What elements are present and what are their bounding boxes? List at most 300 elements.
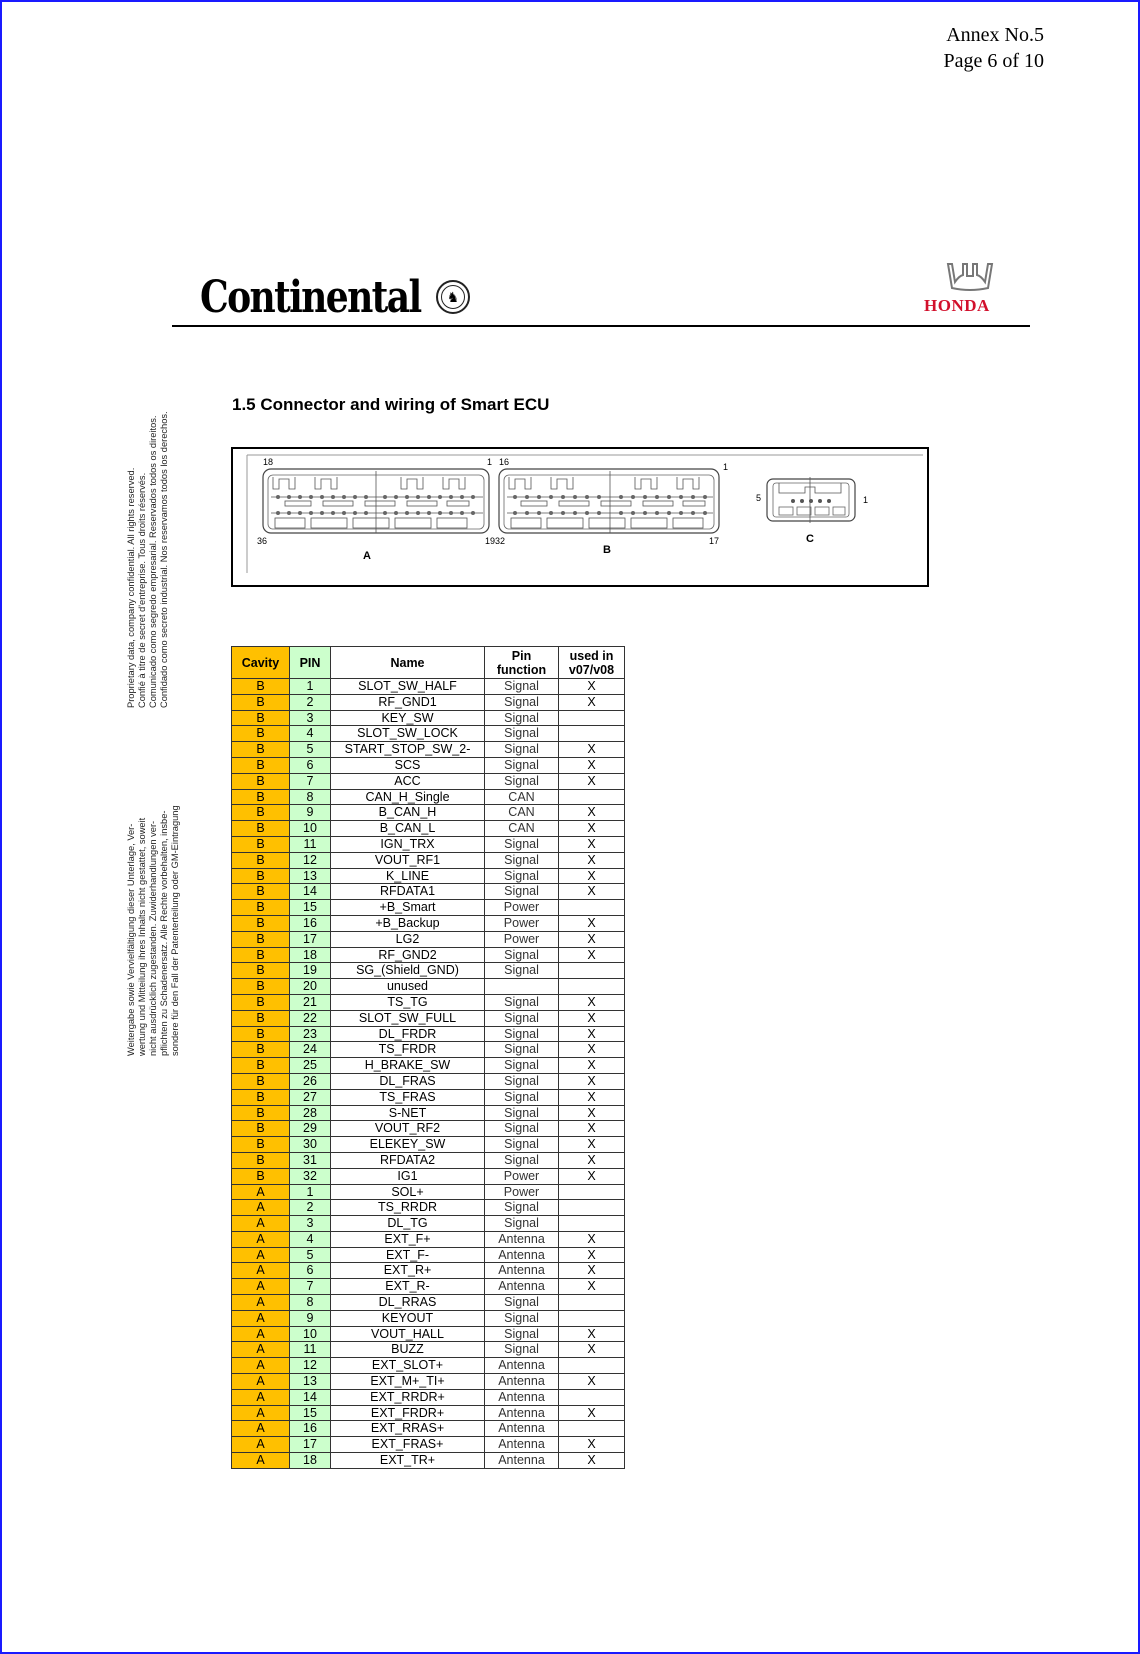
svg-text:B: B — [603, 544, 611, 556]
name-cell: TS_FRAS — [331, 1089, 485, 1105]
table-row — [232, 694, 625, 710]
pin-cell: 10 — [290, 1326, 331, 1342]
connector-a — [257, 457, 495, 562]
pin-cell: 28 — [290, 1105, 331, 1121]
function-cell: Signal — [485, 710, 559, 726]
used-cell: X — [559, 1168, 625, 1184]
function-cell: Signal — [485, 1089, 559, 1105]
table-row — [232, 1073, 625, 1089]
used-cell: X — [559, 821, 625, 837]
function-cell: CAN — [485, 821, 559, 837]
horse-seal-icon: ♞ — [436, 280, 470, 314]
used-cell: X — [559, 773, 625, 789]
pin-cell: 11 — [290, 1342, 331, 1358]
table-row — [232, 1247, 625, 1263]
used-cell: X — [559, 931, 625, 947]
table-row — [232, 836, 625, 852]
cavity-cell: B — [232, 789, 290, 805]
function-cell: Antenna — [485, 1421, 559, 1437]
used-cell — [559, 1389, 625, 1405]
function-cell: Signal — [485, 1121, 559, 1137]
function-cell: Signal — [485, 1010, 559, 1026]
cavity-cell: A — [232, 1437, 290, 1453]
used-cell — [559, 1358, 625, 1374]
cavity-cell: A — [232, 1263, 290, 1279]
function-cell: Antenna — [485, 1358, 559, 1374]
table-row — [232, 1168, 625, 1184]
table-row — [232, 947, 625, 963]
pin-cell: 1 — [290, 679, 331, 695]
honda-h-icon — [944, 262, 996, 294]
page-header — [943, 22, 1044, 74]
cavity-cell: A — [232, 1405, 290, 1421]
pin-cell: 14 — [290, 1389, 331, 1405]
table-row — [232, 915, 625, 931]
table-row — [232, 1121, 625, 1137]
svg-text:19: 19 — [485, 536, 496, 546]
header-pin: PIN — [290, 647, 331, 679]
name-cell: EXT_R- — [331, 1279, 485, 1295]
name-cell: EXT_F- — [331, 1247, 485, 1263]
function-cell: Antenna — [485, 1389, 559, 1405]
name-cell: EXT_FRAS+ — [331, 1437, 485, 1453]
cavity-cell: B — [232, 1168, 290, 1184]
pin-cell: 3 — [290, 710, 331, 726]
pin-cell: 18 — [290, 947, 331, 963]
pin-cell: 6 — [290, 757, 331, 773]
pin-cell: 11 — [290, 836, 331, 852]
pin-cell: 1 — [290, 1184, 331, 1200]
pin-cell: 7 — [290, 1279, 331, 1295]
table-row — [232, 979, 625, 995]
cavity-cell: B — [232, 1089, 290, 1105]
pin-cell: 19 — [290, 963, 331, 979]
cavity-cell: A — [232, 1216, 290, 1232]
table-row — [232, 1231, 625, 1247]
cavity-cell: B — [232, 1010, 290, 1026]
name-cell: B_CAN_L — [331, 821, 485, 837]
table-row — [232, 1374, 625, 1390]
name-cell: DL_RRAS — [331, 1295, 485, 1311]
name-cell: RFDATA1 — [331, 884, 485, 900]
name-cell: TS_RRDR — [331, 1200, 485, 1216]
table-row — [232, 1405, 625, 1421]
svg-text:1: 1 — [863, 495, 869, 505]
function-cell: Signal — [485, 694, 559, 710]
function-cell: Signal — [485, 773, 559, 789]
pin-cell: 17 — [290, 931, 331, 947]
name-cell: EXT_R+ — [331, 1263, 485, 1279]
pin-cell: 16 — [290, 915, 331, 931]
table-row — [232, 900, 625, 916]
pin-cell: 26 — [290, 1073, 331, 1089]
cavity-cell: B — [232, 1152, 290, 1168]
pin-cell: 14 — [290, 884, 331, 900]
cavity-cell: B — [232, 947, 290, 963]
name-cell: SCS — [331, 757, 485, 773]
used-cell: X — [559, 1121, 625, 1137]
name-cell: RF_GND1 — [331, 694, 485, 710]
function-cell: Signal — [485, 836, 559, 852]
used-cell: X — [559, 679, 625, 695]
function-cell: Signal — [485, 1058, 559, 1074]
name-cell: TS_TG — [331, 994, 485, 1010]
name-cell: EXT_RRDR+ — [331, 1389, 485, 1405]
table-row — [232, 1342, 625, 1358]
pin-cell: 27 — [290, 1089, 331, 1105]
function-cell: CAN — [485, 789, 559, 805]
used-cell: X — [559, 884, 625, 900]
table-row — [232, 1137, 625, 1153]
used-cell: X — [559, 694, 625, 710]
pin-cell: 15 — [290, 900, 331, 916]
table-row — [232, 1326, 625, 1342]
cavity-cell: B — [232, 757, 290, 773]
used-cell — [559, 963, 625, 979]
svg-text:A: A — [363, 550, 371, 562]
cavity-cell: B — [232, 900, 290, 916]
pin-cell: 4 — [290, 726, 331, 742]
cavity-cell: B — [232, 694, 290, 710]
used-cell: X — [559, 1405, 625, 1421]
cavity-cell: A — [232, 1200, 290, 1216]
used-cell — [559, 710, 625, 726]
used-cell — [559, 1184, 625, 1200]
name-cell: EXT_F+ — [331, 1231, 485, 1247]
table-row — [232, 1358, 625, 1374]
table-row — [232, 742, 625, 758]
name-cell: RFDATA2 — [331, 1152, 485, 1168]
function-cell: Signal — [485, 1342, 559, 1358]
table-row — [232, 1216, 625, 1232]
pin-cell: 12 — [290, 852, 331, 868]
used-cell: X — [559, 947, 625, 963]
function-cell — [485, 979, 559, 995]
pin-cell: 13 — [290, 868, 331, 884]
name-cell: CAN_H_Single — [331, 789, 485, 805]
name-cell: SLOT_SW_LOCK — [331, 726, 485, 742]
cavity-cell: B — [232, 1137, 290, 1153]
used-cell: X — [559, 852, 625, 868]
function-cell: Signal — [485, 1105, 559, 1121]
name-cell: SOL+ — [331, 1184, 485, 1200]
used-cell: X — [559, 742, 625, 758]
name-cell: B_CAN_H — [331, 805, 485, 821]
cavity-cell: A — [232, 1310, 290, 1326]
used-cell: X — [559, 1137, 625, 1153]
name-cell: TS_FRDR — [331, 1042, 485, 1058]
cavity-cell: B — [232, 852, 290, 868]
pin-cell: 31 — [290, 1152, 331, 1168]
function-cell: Signal — [485, 1042, 559, 1058]
table-row — [232, 868, 625, 884]
pin-cell: 10 — [290, 821, 331, 837]
cavity-cell: B — [232, 915, 290, 931]
cavity-cell: A — [232, 1279, 290, 1295]
name-cell: SLOT_SW_FULL — [331, 1010, 485, 1026]
name-cell: VOUT_RF1 — [331, 852, 485, 868]
legal-notice-en-fr-pt-es: Proprietary data, company confidential. All rights reserved. Confié à titre de secret d'entreprise. Tous droits réservés. Comunicado como segredo empresarial. Reservados todos os direitos. Confidado como secreto industrial. Nos reservamos todos los derechos. — [126, 411, 169, 708]
cavity-cell: B — [232, 1058, 290, 1074]
name-cell: VOUT_HALL — [331, 1326, 485, 1342]
name-cell: +B_Smart — [331, 900, 485, 916]
used-cell: X — [559, 915, 625, 931]
cavity-cell: A — [232, 1231, 290, 1247]
cavity-cell: A — [232, 1453, 290, 1469]
used-cell: X — [559, 1279, 625, 1295]
used-cell: X — [559, 1010, 625, 1026]
name-cell: EXT_TR+ — [331, 1453, 485, 1469]
svg-text:C: C — [806, 533, 814, 545]
name-cell: EXT_FRDR+ — [331, 1405, 485, 1421]
table-row — [232, 1026, 625, 1042]
cavity-cell: B — [232, 884, 290, 900]
used-cell: X — [559, 1326, 625, 1342]
used-cell: X — [559, 1152, 625, 1168]
pin-cell: 23 — [290, 1026, 331, 1042]
pin-cell: 5 — [290, 742, 331, 758]
name-cell: SLOT_SW_HALF — [331, 679, 485, 695]
pin-cell: 15 — [290, 1405, 331, 1421]
cavity-cell: B — [232, 979, 290, 995]
cavity-cell: B — [232, 963, 290, 979]
function-cell: Signal — [485, 1137, 559, 1153]
section-title: 1.5 Connector and wiring of Smart ECU — [232, 395, 550, 414]
table-row — [232, 1453, 625, 1469]
cavity-cell: B — [232, 868, 290, 884]
used-cell: X — [559, 805, 625, 821]
pin-cell: 21 — [290, 994, 331, 1010]
connector-b — [495, 457, 728, 556]
function-cell: Signal — [485, 1200, 559, 1216]
table-row — [232, 1105, 625, 1121]
cavity-cell: A — [232, 1184, 290, 1200]
svg-text:1: 1 — [487, 457, 493, 467]
function-cell: Power — [485, 1168, 559, 1184]
header-divider — [172, 325, 1030, 327]
used-cell — [559, 789, 625, 805]
function-cell: Signal — [485, 1310, 559, 1326]
connector-diagram — [231, 447, 929, 587]
cavity-cell: A — [232, 1421, 290, 1437]
name-cell: S-NET — [331, 1105, 485, 1121]
name-cell: EXT_SLOT+ — [331, 1358, 485, 1374]
table-row — [232, 931, 625, 947]
cavity-cell: B — [232, 679, 290, 695]
annex-label: Annex No.5 — [946, 24, 1044, 46]
pin-cell: 30 — [290, 1137, 331, 1153]
pin-cell: 3 — [290, 1216, 331, 1232]
cavity-cell: B — [232, 836, 290, 852]
function-cell: Signal — [485, 679, 559, 695]
function-cell: Antenna — [485, 1374, 559, 1390]
function-cell: Power — [485, 900, 559, 916]
pin-cell: 24 — [290, 1042, 331, 1058]
table-row — [232, 757, 625, 773]
cavity-cell: A — [232, 1326, 290, 1342]
name-cell: KEYOUT — [331, 1310, 485, 1326]
function-cell: Signal — [485, 963, 559, 979]
cavity-cell: A — [232, 1295, 290, 1311]
pin-cell: 7 — [290, 773, 331, 789]
table-header-row — [232, 647, 625, 679]
function-cell: Power — [485, 931, 559, 947]
connector-c — [756, 477, 868, 545]
used-cell — [559, 1310, 625, 1326]
table-row — [232, 963, 625, 979]
pin-assignment-table — [231, 646, 625, 1469]
name-cell: IGN_TRX — [331, 836, 485, 852]
name-cell: DL_TG — [331, 1216, 485, 1232]
header-name: Name — [331, 647, 485, 679]
table-row — [232, 994, 625, 1010]
table-row — [232, 710, 625, 726]
function-cell: Signal — [485, 994, 559, 1010]
function-cell: Antenna — [485, 1453, 559, 1469]
used-cell: X — [559, 1058, 625, 1074]
name-cell: +B_Backup — [331, 915, 485, 931]
function-cell: Signal — [485, 868, 559, 884]
cavity-cell: B — [232, 994, 290, 1010]
used-cell: X — [559, 1105, 625, 1121]
header-used-in: used in v07/v08 — [559, 647, 625, 679]
pin-cell: 12 — [290, 1358, 331, 1374]
cavity-cell: B — [232, 931, 290, 947]
svg-text:16: 16 — [499, 457, 510, 467]
function-cell: Signal — [485, 726, 559, 742]
function-cell: Signal — [485, 947, 559, 963]
cavity-cell: B — [232, 1073, 290, 1089]
function-cell: Antenna — [485, 1279, 559, 1295]
function-cell: Antenna — [485, 1247, 559, 1263]
used-cell — [559, 1200, 625, 1216]
pin-cell: 9 — [290, 1310, 331, 1326]
used-cell: X — [559, 1437, 625, 1453]
cavity-cell: B — [232, 726, 290, 742]
used-cell: X — [559, 1073, 625, 1089]
pin-cell: 6 — [290, 1263, 331, 1279]
cavity-cell: A — [232, 1247, 290, 1263]
table-row — [232, 1263, 625, 1279]
function-cell: Power — [485, 1184, 559, 1200]
function-cell: Signal — [485, 1073, 559, 1089]
name-cell: KEY_SW — [331, 710, 485, 726]
honda-logo: HONDA — [924, 296, 990, 315]
pin-cell: 16 — [290, 1421, 331, 1437]
cavity-cell: B — [232, 742, 290, 758]
table-body — [232, 679, 625, 1469]
name-cell: RF_GND2 — [331, 947, 485, 963]
pin-cell: 5 — [290, 1247, 331, 1263]
pin-cell: 13 — [290, 1374, 331, 1390]
table-row — [232, 821, 625, 837]
table-row — [232, 1200, 625, 1216]
table-row — [232, 773, 625, 789]
cavity-cell: A — [232, 1374, 290, 1390]
function-cell: Antenna — [485, 1263, 559, 1279]
cavity-cell: B — [232, 1121, 290, 1137]
cavity-cell: A — [232, 1342, 290, 1358]
pin-cell: 22 — [290, 1010, 331, 1026]
table-row — [232, 805, 625, 821]
svg-text:18: 18 — [263, 457, 274, 467]
table-row — [232, 1310, 625, 1326]
pin-cell: 25 — [290, 1058, 331, 1074]
cavity-cell: A — [232, 1358, 290, 1374]
function-cell: CAN — [485, 805, 559, 821]
table-row — [232, 789, 625, 805]
function-cell: Antenna — [485, 1437, 559, 1453]
table-row — [232, 1089, 625, 1105]
function-cell: Signal — [485, 852, 559, 868]
svg-text:17: 17 — [709, 536, 720, 546]
table-row — [232, 1279, 625, 1295]
pin-cell: 17 — [290, 1437, 331, 1453]
used-cell: X — [559, 1374, 625, 1390]
table-row — [232, 884, 625, 900]
used-cell: X — [559, 1263, 625, 1279]
used-cell: X — [559, 1231, 625, 1247]
function-cell: Signal — [485, 884, 559, 900]
table-row — [232, 726, 625, 742]
table-row — [232, 1389, 625, 1405]
used-cell — [559, 1216, 625, 1232]
svg-text:1: 1 — [723, 462, 729, 472]
table-row — [232, 1010, 625, 1026]
function-cell: Power — [485, 915, 559, 931]
used-cell — [559, 900, 625, 916]
used-cell: X — [559, 1089, 625, 1105]
cavity-cell: B — [232, 710, 290, 726]
used-cell: X — [559, 1247, 625, 1263]
table-row — [232, 679, 625, 695]
table-row — [232, 1058, 625, 1074]
used-cell — [559, 979, 625, 995]
table-row — [232, 1295, 625, 1311]
name-cell: DL_FRDR — [331, 1026, 485, 1042]
used-cell: X — [559, 1026, 625, 1042]
pin-cell: 20 — [290, 979, 331, 995]
table-row — [232, 1437, 625, 1453]
name-cell: H_BRAKE_SW — [331, 1058, 485, 1074]
used-cell — [559, 1421, 625, 1437]
used-cell: X — [559, 1342, 625, 1358]
cavity-cell: B — [232, 821, 290, 837]
pin-cell: 9 — [290, 805, 331, 821]
table-row — [232, 1152, 625, 1168]
name-cell: ELEKEY_SW — [331, 1137, 485, 1153]
used-cell: X — [559, 836, 625, 852]
function-cell: Signal — [485, 1152, 559, 1168]
function-cell: Antenna — [485, 1405, 559, 1421]
name-cell: K_LINE — [331, 868, 485, 884]
pin-cell: 8 — [290, 789, 331, 805]
pin-cell: 4 — [290, 1231, 331, 1247]
continental-logo: Continental — [200, 272, 421, 323]
cavity-cell: B — [232, 1026, 290, 1042]
header-pin-function: Pin function — [485, 647, 559, 679]
pin-cell: 32 — [290, 1168, 331, 1184]
svg-text:5: 5 — [756, 493, 762, 503]
function-cell: Signal — [485, 757, 559, 773]
used-cell: X — [559, 868, 625, 884]
table-row — [232, 1184, 625, 1200]
cavity-cell: B — [232, 1105, 290, 1121]
cavity-cell: B — [232, 805, 290, 821]
name-cell: EXT_M+_TI+ — [331, 1374, 485, 1390]
name-cell: ACC — [331, 773, 485, 789]
used-cell — [559, 1295, 625, 1311]
